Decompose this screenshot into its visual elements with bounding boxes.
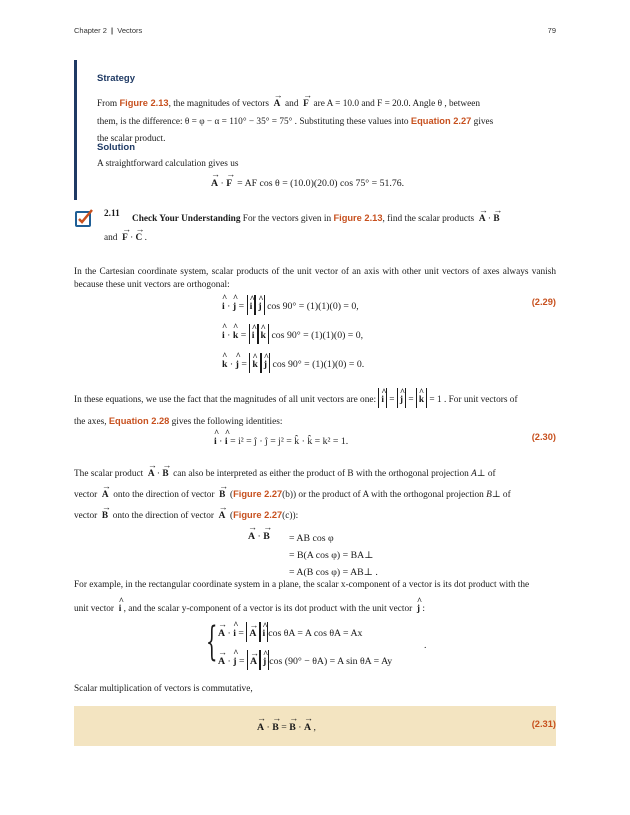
commutative-equation: → A · → B = → B · → A , (257, 718, 316, 733)
text-run: unit vector (74, 604, 115, 614)
vector-a: → A (257, 718, 264, 733)
equation-kj: ^ k · ^ j = ^ k^ j cos 90° = (1)(1)(0) = 0. (222, 353, 364, 373)
equation-link[interactable]: Equation 2.28 (108, 416, 170, 426)
text-run: , find the scalar products (382, 214, 475, 224)
text-run: (b)) or the product of A with the orthogonal projection (282, 490, 484, 500)
equation-number-2-30: (2.30) (531, 432, 556, 442)
x-component-equation: → A · ^ i = → A^ i cos θA = A cos θA = Ax (218, 622, 362, 642)
vector-b: → B (272, 718, 279, 733)
vector-c: → C (136, 226, 143, 247)
check-understanding-text: Check Your Understanding For the vectors given in Figure 2.13, find the scalar products → A · → B (132, 207, 556, 228)
example-solution-box (74, 60, 559, 200)
text-run: In these equations, we use the fact that the magnitudes of all unit vectors are one: (74, 395, 377, 405)
equation-rhs: cos 90° = (1)(1)(0) = 0, (267, 301, 359, 312)
text-run: vector (74, 490, 98, 500)
vector-a: → A (218, 624, 225, 639)
projection-b: B⊥ (486, 490, 501, 500)
text-run: gives the following identities: (171, 417, 283, 427)
vector-f: → F (226, 174, 232, 189)
check-understanding-line2: and → F · → C . (104, 226, 304, 247)
left-brace: { (206, 619, 218, 665)
text-run: vector (74, 511, 98, 521)
equation-ik: ^ i · ^ k = ^ i^ k cos 90° = (1)(1)(0) = 0, (222, 324, 363, 344)
text-run: and (104, 233, 118, 243)
paragraph-projection-2: vector → A onto the direction of vector → B (Figure 2.27(b)) or the product of A with the orthogonal projection B⊥ of (74, 483, 556, 504)
solution-equation: → A · → F = AF cos θ = (10.0)(20.0) cos 75° = 51.76. (211, 174, 404, 189)
paragraph-components-2 (74, 597, 556, 618)
page-number: 79 (547, 26, 556, 35)
vector-a: → A (248, 527, 255, 542)
figure-link[interactable]: Figure 2.27 (233, 489, 283, 499)
equation-rhs: cos θA = A cos θA = Ax (268, 628, 363, 639)
equation-rhs: cos 90° = (1)(1)(0) = 0, (271, 330, 364, 341)
strategy-heading: Strategy (97, 73, 136, 84)
vector-f: → F (122, 226, 128, 247)
equation-ij: ^ i · ^ j = ^ i^ j cos 90° = (1)(1)(0) = 0, (222, 295, 359, 315)
text-run: gives (473, 117, 494, 127)
solution-heading: Solution (97, 142, 135, 153)
vector-a: → A (219, 504, 226, 525)
check-title: Check Your Understanding (132, 214, 241, 224)
vector-b: → B (263, 527, 270, 542)
text-run: the axes, (74, 417, 107, 427)
equation-rhs: cos (90° − θA) = A sin θA = Ay (269, 656, 393, 667)
paragraph-unit-magnitude: In these equations, we use the fact that the magnitudes of all unit vectors are one: ^ i = ^ j = ^ k = 1 . For unit vectors of (74, 388, 556, 409)
text-run: onto the direction of vector (113, 490, 215, 500)
text-run: of (502, 490, 511, 500)
vector-b: → B (219, 483, 225, 504)
equation-rhs: = i² = ĵ · ĵ = j² = k̂ · k̂ = k² = 1. (230, 436, 349, 447)
figure-link[interactable]: Figure 2.27 (233, 510, 283, 520)
text-run: (c)): (282, 511, 299, 521)
text-run: and (285, 99, 299, 109)
text-run: onto the direction of vector (112, 511, 214, 521)
equation-period: . (424, 640, 427, 651)
vector-b: → B (289, 718, 296, 733)
paragraph-projection-3: vector → B onto the direction of vector → A (Figure 2.27(c)): (74, 504, 556, 525)
vector-b: → B (493, 207, 499, 228)
paragraph-components-1: For example, in the rectangular coordinate system in a plane, the scalar x-component of a vector is its dot product with the (74, 580, 530, 590)
paragraph-commutative: Scalar multiplication of vectors is commutative, (74, 684, 253, 694)
vector-b: → B (102, 504, 108, 525)
equation-link[interactable]: Equation 2.27 (410, 116, 472, 126)
text-run: = 1 . For unit vectors of (429, 395, 518, 405)
vector-a: → A (102, 483, 109, 504)
header-separator: | (111, 26, 114, 35)
vector-a: → A (218, 652, 225, 667)
y-component-equation: → A · ^ j = → A^ j cos (90° − θA) = A sin θA = Ay (218, 650, 392, 670)
check-number: 2.11 (104, 209, 120, 219)
text-run: , and the scalar y-component of a vector is its dot product with the unit vector (123, 604, 413, 614)
paragraph-projection-1: The scalar product → A · → B can also be interpreted as either the product of B with the orthogonal projection A⊥ of (74, 462, 556, 483)
dot-product-rhs (289, 530, 378, 581)
text-run: The scalar product (74, 469, 144, 479)
dot-product-lhs: → A · → B (248, 527, 270, 542)
text-run: the scalar product. (97, 134, 166, 144)
text-run: can also be interpreted as either the product of B with the orthogonal projection (173, 469, 469, 479)
vector-a: → A (148, 462, 155, 483)
strategy-paragraph (97, 92, 559, 148)
equation-line: = B(A cos φ) = BA⊥ (289, 550, 374, 561)
text-run: are A = 10.0 and F = 20.0. Angle θ , between (313, 99, 480, 109)
checkbox-icon (74, 208, 94, 228)
text-run: of (487, 469, 496, 479)
equation-rhs: = AF cos θ = (10.0)(20.0) cos 75° = 51.76. (237, 178, 405, 189)
vector-a: → A (274, 92, 281, 113)
text-run: . (144, 233, 147, 243)
equation-line: = A(B cos φ) = AB⊥ . (289, 567, 378, 578)
text-run: them, is the difference: θ = φ − α = 110° − 35° = 75° . Substituting these values into (97, 117, 409, 127)
equation-number-2-29: (2.29) (531, 297, 556, 307)
equation-number-2-31: (2.31) (531, 719, 556, 729)
text-run: For the vectors given in (240, 214, 334, 224)
projection-a: A⊥ (471, 469, 486, 479)
unit-vector-i: ^ i (119, 597, 122, 618)
text-run: From (97, 99, 120, 109)
paragraph-identities (74, 413, 556, 431)
vector-f: → F (303, 92, 309, 113)
running-header (74, 26, 142, 35)
unit-vector-j: ^ j (417, 597, 420, 618)
section-label: Vectors (117, 26, 143, 35)
paragraph-orthogonal: In the Cartesian coordinate system, scalar products of the unit vector of an axis with other unit vectors of axes always vanish because these unit vectors are orthogonal: (74, 267, 556, 290)
figure-link[interactable]: Figure 2.13 (119, 98, 169, 108)
equation-line: = AB cos φ (289, 533, 334, 544)
vector-a: → A (479, 207, 486, 228)
figure-link[interactable]: Figure 2.13 (333, 213, 383, 223)
text-run: , the magnitudes of vectors (168, 99, 270, 109)
vector-a: → A (304, 718, 311, 733)
vector-a: → A (211, 174, 218, 189)
equation-rhs: cos 90° = (1)(1)(0) = 0. (272, 359, 365, 370)
equation-identities: ^ i · ^ i = i² = ĵ · ĵ = j² = k̂ · k̂ = k² = 1. (214, 432, 348, 447)
text-run: : (422, 604, 425, 614)
solution-text: A straightforward calculation gives us (97, 159, 239, 169)
chapter-label: Chapter 2 (74, 26, 107, 35)
vector-b: → B (162, 462, 168, 483)
